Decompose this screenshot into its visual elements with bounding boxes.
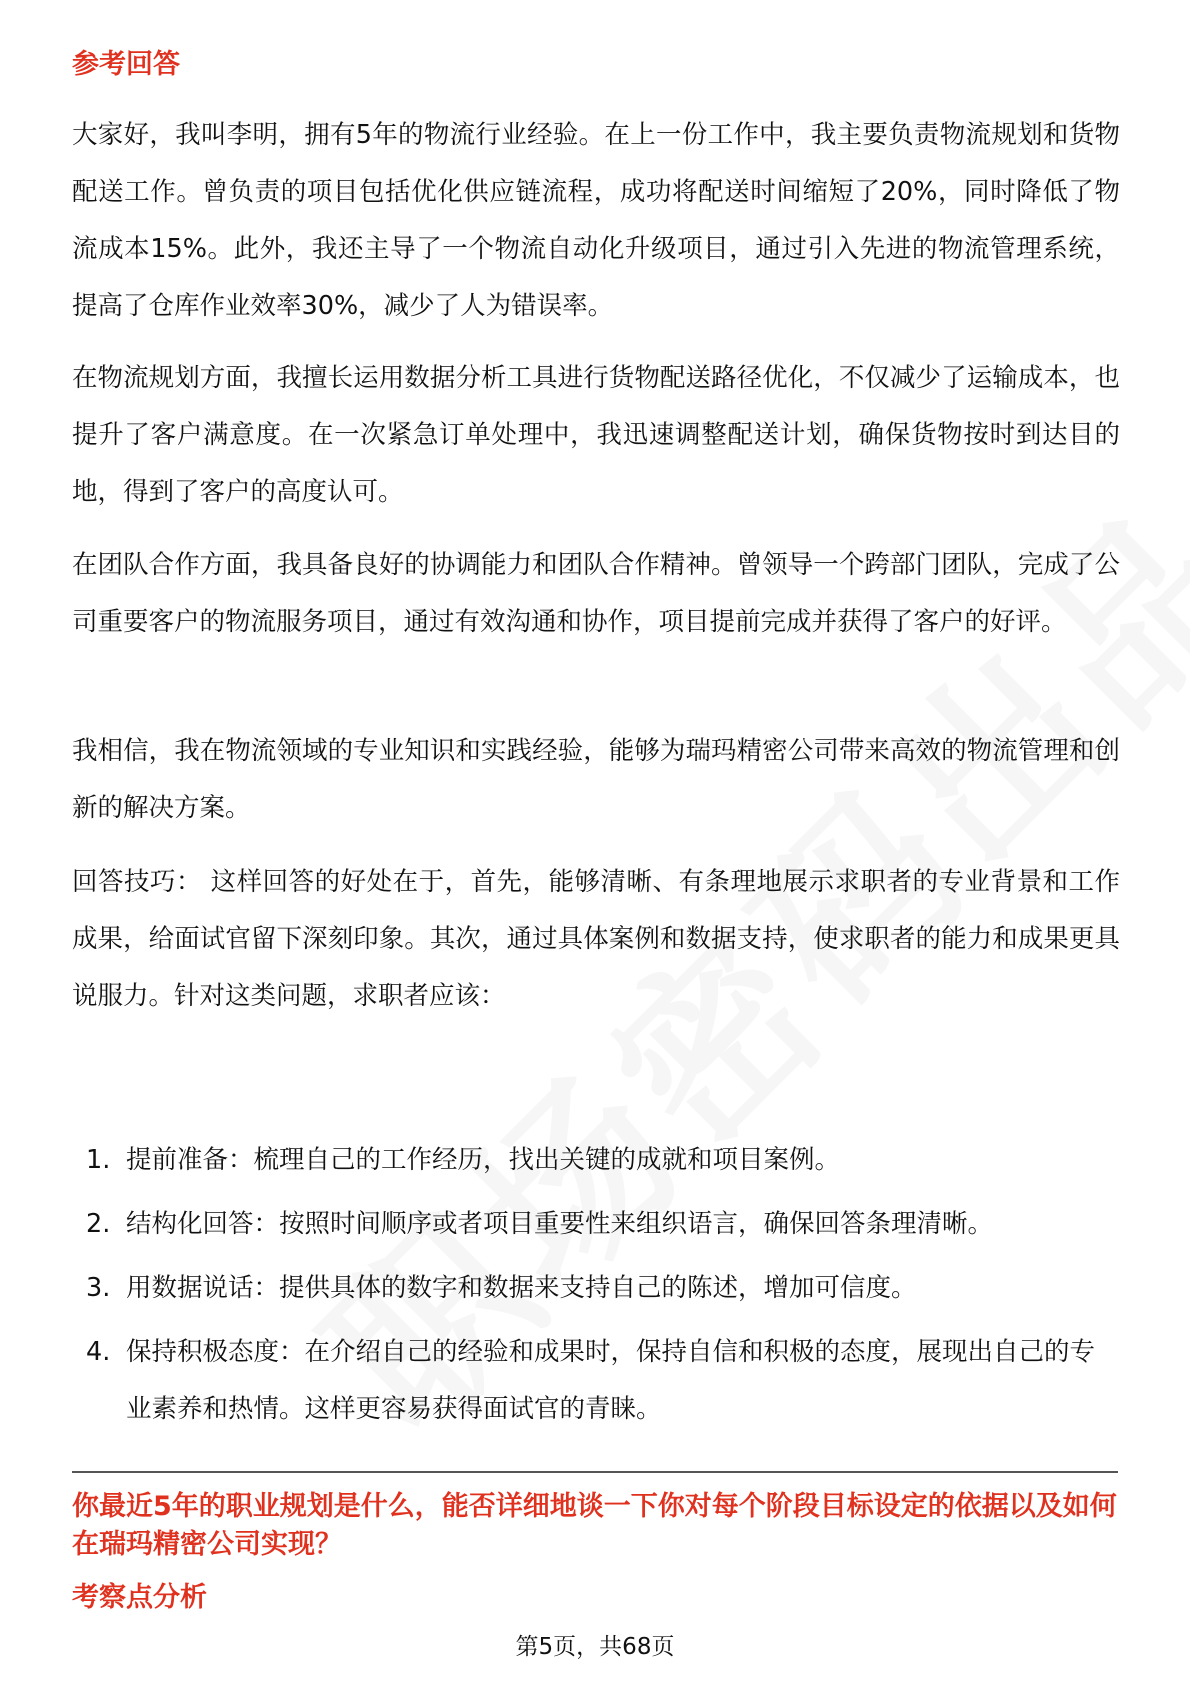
list-item-text: 保持积极态度：在介绍自己的经验和成果时，保持自信和积极的态度，展现出自己的专业素养和热情。这样更容易获得面试官的青睐。	[126, 1337, 1096, 1424]
next-question-heading: 你最近5年的职业规划是什么，能否详细地谈一下你对每个阶段目标设定的依据以及如何在瑞玛精密公司实现？	[72, 1491, 1117, 1560]
section-heading-reference-answer: 参考回答	[72, 49, 180, 80]
answer-paragraph-intro: 大家好，我叫李明，拥有5年的物流行业经验。在上一份工作中，我主要负责物流规划和货物配送工作。曾负责的项目包括优化供应链流程，成功将配送时间缩短了20%，同时降低了物流成本15%。此外，我还主导了一个物流自动化升级项目，通过引入先进的物流管理系统，提高了仓库作业效率30%，减少了人为错误率。	[72, 120, 1120, 321]
list-item-text: 结构化回答：按照时间顺序或者项目重要性来组织语言，确保回答条理清晰。	[126, 1209, 994, 1239]
answer-paragraph-teamwork: 在团队合作方面，我具备良好的协调能力和团队合作精神。曾领导一个跨部门团队，完成了公司重要客户的物流服务项目，通过有效沟通和协作，项目提前完成并获得了客户的好评。	[72, 550, 1120, 637]
list-item	[72, 1132, 1120, 1189]
list-item-number: 2.	[86, 1209, 111, 1239]
list-item	[72, 1260, 1120, 1317]
list-item	[72, 1324, 1120, 1438]
list-item-text: 用数据说话：提供具体的数字和数据来支持自己的陈述，增加可信度。	[126, 1273, 917, 1303]
list-item-text: 提前准备：梳理自己的工作经历，找出关键的成就和项目案例。	[126, 1145, 841, 1175]
list-item-number: 3.	[86, 1273, 111, 1303]
list-item-number: 4.	[86, 1337, 111, 1367]
tips-list	[72, 1132, 1120, 1445]
list-item-number: 1.	[86, 1145, 111, 1175]
page-number-footer: 第5页，共68页	[515, 1634, 675, 1660]
section-heading-analysis: 考察点分析	[72, 1582, 207, 1613]
list-item	[72, 1196, 1120, 1253]
answer-paragraph-planning: 在物流规划方面，我擅长运用数据分析工具进行货物配送路径优化，不仅减少了运输成本，也提升了客户满意度。在一次紧急订单处理中，我迅速调整配送计划，确保货物按时到达目的地，得到了客户的高度认可。	[72, 363, 1120, 507]
answer-tips-paragraph: 回答技巧： 这样回答的好处在于，首先，能够清晰、有条理地展示求职者的专业背景和工作成果，给面试官留下深刻印象。其次，通过具体案例和数据支持，使求职者的能力和成果更具说服力。针对这类问题，求职者应该：	[72, 867, 1120, 1011]
answer-paragraph-closing: 我相信，我在物流领域的专业知识和实践经验，能够为瑞玛精密公司带来高效的物流管理和创新的解决方案。	[72, 736, 1120, 823]
section-divider	[72, 1471, 1118, 1473]
